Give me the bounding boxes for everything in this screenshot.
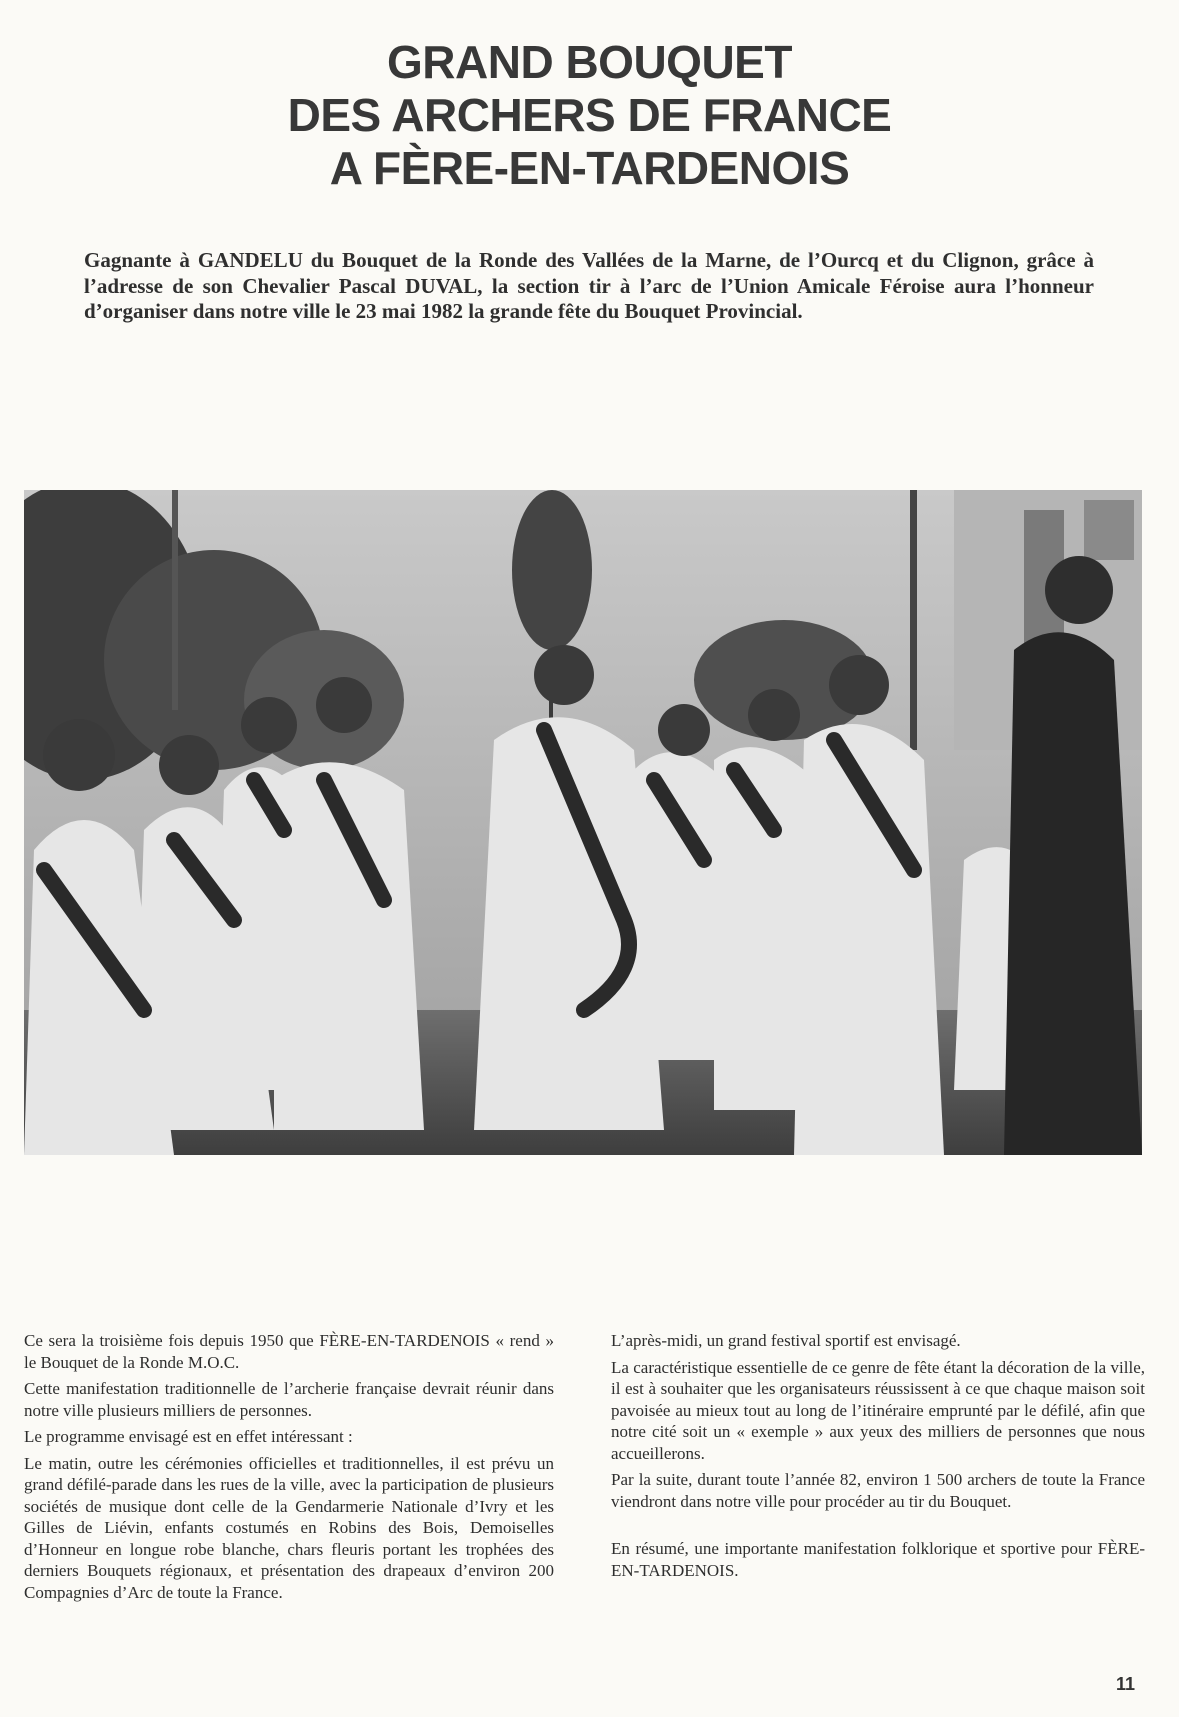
right-paragraph-2: La caractéristique essentielle de ce genre de fête étant la décoration de la ville, il est à souhaiter que les organisateurs réussissent à ce que chaque maison soit pavoisée au mieux tout au long de l’itinéraire emprunté par le défilé, afin que notre cité soit un « exemple » aux yeux des milliers de personnes que nous accueillerons. (611, 1357, 1145, 1463)
left-paragraph-2: Cette manifestation traditionnelle de l’archerie française devrait réunir dans notre ville plusieurs milliers de personnes. (24, 1379, 554, 1420)
title-line-1: GRAND BOUQUET (387, 36, 792, 88)
title-line-3: A FÈRE-EN-TARDENOIS (329, 142, 850, 194)
parade-photo-illustration (24, 490, 1142, 1155)
intro-paragraph: Gagnante à GANDELU du Bouquet de la Ronde des Vallées de la Marne, de l’Ourcq et du Clignon, grâce à l’adresse de son Chevalier Pascal DUVAL, la section tir à l’arc de l’Union Amicale Féroise aura l’honneur d’organiser dans notre ville le 23 mai 1982 la grande fête du Bouquet Provincial. (84, 248, 1094, 323)
left-paragraph-3: Le programme envisagé est en effet intéressant : (24, 1427, 353, 1446)
parade-photo (24, 490, 1142, 1155)
left-paragraph-4: Le matin, outre les cérémonies officielles et traditionnelles, il est prévu un grand défilé-parade dans les rues de la ville, avec la participation de plusieurs sociétés de musique dont celle de la Gendarmerie Nationale d’Ivry et les Gilles de Liévin, enfants costumés en Robins des Bois, Demoiselles d’Honneur en longue robe blanche, chars fleuris portant les trophées des derniers Bouquets régionaux, et présentation des drapeaux d’environ 200 Compagnies d’Arc de toute la France. (24, 1453, 554, 1602)
left-column (24, 1330, 554, 1608)
article-title (0, 36, 1179, 195)
left-paragraph-1: Ce sera la troisième fois depuis 1950 que FÈRE-EN-TARDENOIS « rend » le Bouquet de la Ronde M.O.C. (24, 1331, 554, 1372)
right-paragraph-3: Par la suite, durant toute l’année 82, environ 1 500 archers de toute la France viendront dans notre ville pour procéder au tir du Bouquet. (611, 1470, 1145, 1511)
right-paragraph-1: L’après-midi, un grand festival sportif est envisagé. (611, 1331, 961, 1350)
page-number: 11 (1116, 1674, 1136, 1694)
right-paragraph-4: En résumé, une importante manifestation folklorique et sportive pour FÈRE-EN-TARDENOIS. (611, 1539, 1145, 1580)
right-column (611, 1330, 1145, 1586)
title-line-2: DES ARCHERS DE FRANCE (287, 89, 892, 141)
